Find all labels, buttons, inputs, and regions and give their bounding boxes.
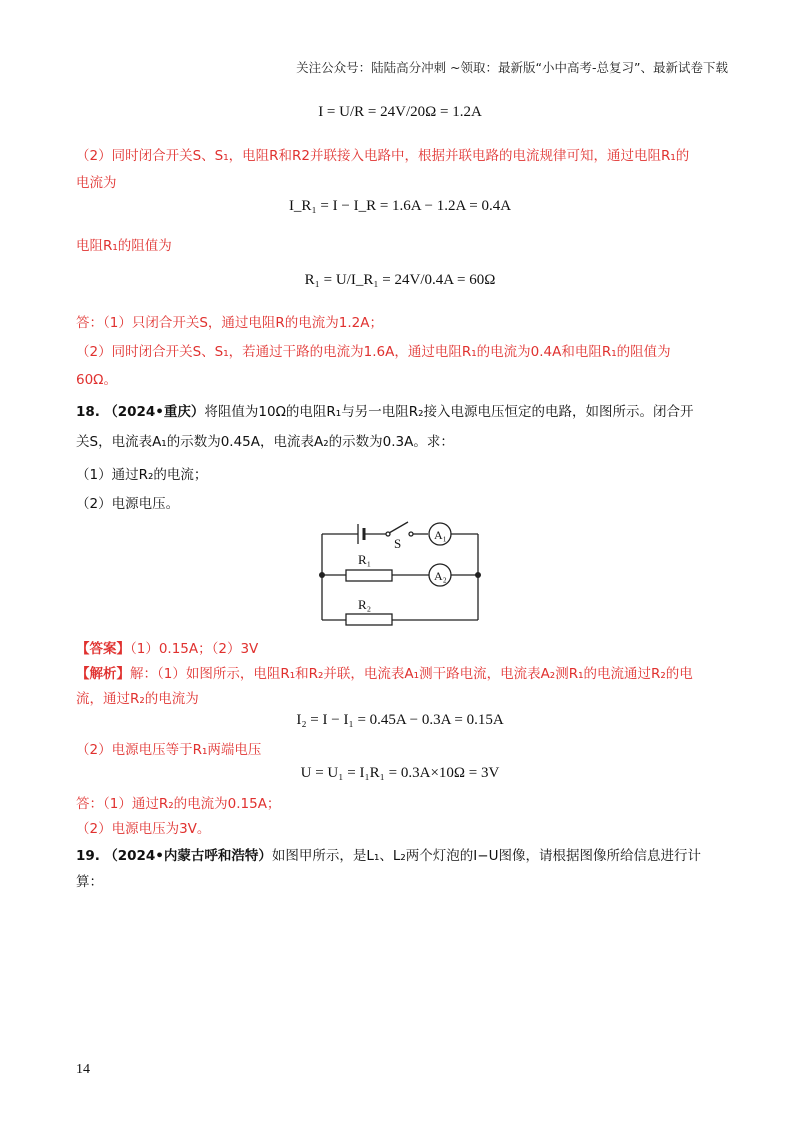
analysis-tag: 【解析】 <box>76 666 130 682</box>
equation-current-r2: I₂ = I − I₁ = 0.45A − 0.3A = 0.15A <box>296 712 504 728</box>
answer17-part1: 答：（1）只闭合开关S，通过电阻R的电流为1.2A； <box>76 315 383 331</box>
ammeter-a1-label: A₁ <box>434 528 447 542</box>
page-number: 14 <box>76 1062 90 1077</box>
circuit-diagram <box>310 512 490 630</box>
answer-18-part2: （2）电源电压为3V。 <box>76 821 211 837</box>
question-18-source: （2024•重庆） <box>104 404 205 420</box>
equation-current-r1: I_R₁ = I − I_R = 1.6A − 1.2A = 0.4A <box>288 198 512 214</box>
analysis-line1 <box>76 664 693 684</box>
solution-part2-line2: 电流为 <box>76 175 117 191</box>
answer-text: （1）0.15A；（2）3V <box>130 641 259 657</box>
junction-right <box>475 572 481 578</box>
equation-resistance-r1: R₁ = U/I_R₁ = 24V/0.4A = 60Ω <box>304 272 496 288</box>
question-18-line2: 关S，电流表A₁的示数为0.45A，电流表A₂的示数为0.3A。求： <box>76 434 454 450</box>
answer17-part2-line2: 60Ω。 <box>76 372 117 388</box>
question-18-line1 <box>76 402 694 422</box>
answer17-part2-line1: （2）同时闭合开关S、S₁，若通过干路的电流为1.6A，通过电阻R₁的电流为0.4A和电阻R₁的阻值为 <box>76 344 671 360</box>
analysis-part2: （2）电源电压等于R₁两端电压 <box>76 742 262 758</box>
page-header: 关注公众号：陆陆高分冲刺 ~领取：最新版“小中高考-总复习”、最新试卷下载 <box>296 60 728 75</box>
switch-lever <box>389 522 408 533</box>
answer-18-line <box>76 639 258 659</box>
solution-part2-line1: （2）同时闭合开关S、S₁，电阻R和R2并联接入电路中，根据并联电路的电流规律可知，通过电阻R₁的 <box>76 148 690 164</box>
question-19-line1 <box>76 846 701 866</box>
question-18-sub1: （1）通过R₂的电流； <box>76 467 208 483</box>
question-19-text: 如图甲所示，是L₁、L₂两个灯泡的I−U图像，请根据图像所给信息进行计 <box>271 848 701 864</box>
question-19-source: （2024•内蒙古呼和浩特） <box>104 848 272 864</box>
resistor-r1 <box>346 570 392 581</box>
question-18-text: 将阻值为10Ω的电阻R₁与另一电阻R₂接入电源电压恒定的电路，如图所示。闭合开 <box>204 404 694 420</box>
equation-voltage: U = U₁ = I₁R₁ = 0.3A×10Ω = 3V <box>300 765 500 781</box>
question-18-number: 18. <box>76 404 100 420</box>
question-19-line2: 算： <box>76 874 103 890</box>
switch-label: S <box>394 536 402 551</box>
question-18-sub2: （2）电源电压。 <box>76 496 180 512</box>
analysis-text: 解：（1）如图所示，电阻R₁和R₂并联，电流表A₁测干路电流，电流表A₂测R₁的电流通过R₂的电 <box>130 666 693 682</box>
junction-left <box>319 572 325 578</box>
resistor-r2 <box>346 614 392 625</box>
resistor-r2-label: R₂ <box>358 597 372 612</box>
answer-tag: 【答案】 <box>76 641 130 657</box>
analysis-line2: 流，通过R₂的电流为 <box>76 691 199 707</box>
resistor-r1-label: R₁ <box>358 552 372 567</box>
switch-contact-right <box>409 532 413 536</box>
question-19-number: 19. <box>76 848 100 864</box>
ammeter-a2-label: A₂ <box>434 569 447 583</box>
answer-18-part1: 答：（1）通过R₂的电流为0.15A； <box>76 796 281 812</box>
equation-current-r: I = U/R = 24V/20Ω = 1.2A <box>318 104 482 120</box>
solution-resistance-intro: 电阻R₁的阻值为 <box>76 238 172 254</box>
